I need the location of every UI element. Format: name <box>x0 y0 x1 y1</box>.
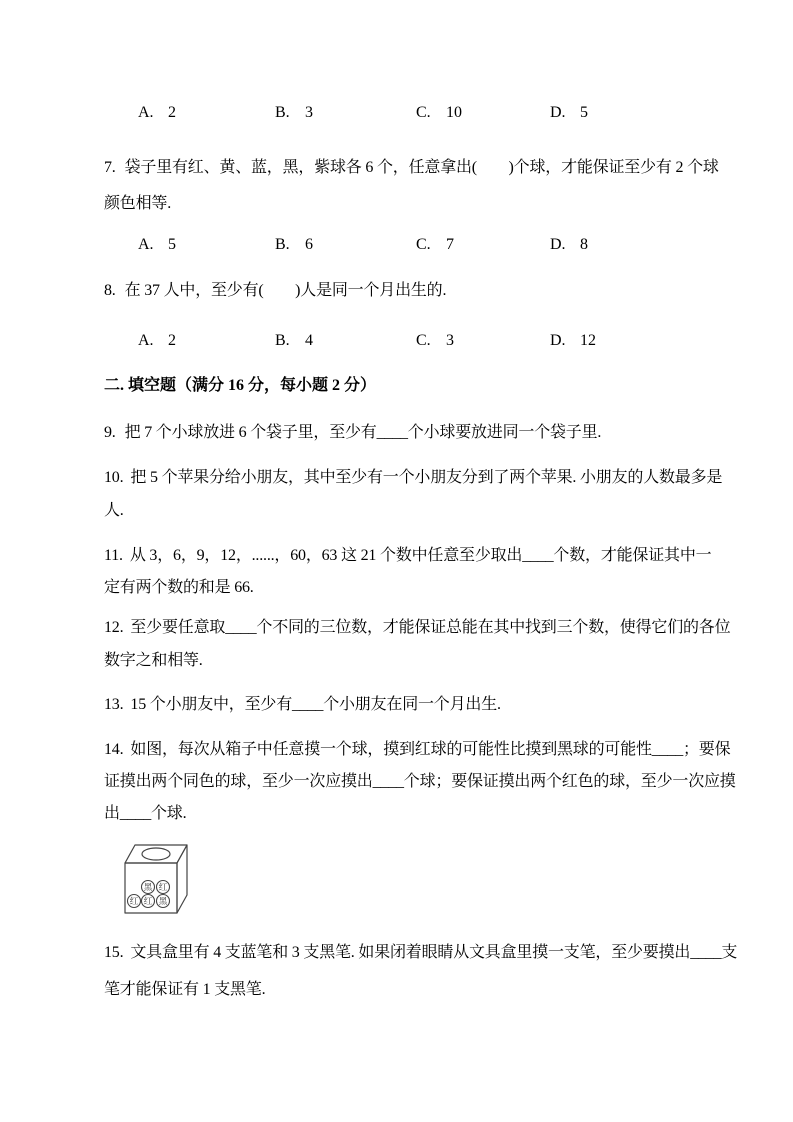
question-14-line-3: 出____个球. <box>104 805 187 822</box>
ball-label: 红 <box>129 896 139 906</box>
question-9-line-1: 9. 把 7 个小球放进 6 个袋子里，至少有____个小球要放进同一个袋子里. <box>104 424 602 441</box>
option-q6-a: A. 2 <box>138 104 176 121</box>
options-row-q7 <box>104 235 690 255</box>
options-row-q8 <box>104 331 690 351</box>
question-8-line-1: 8. 在 37 人中，至少有( )人是同一个月出生的. <box>104 282 447 299</box>
question-11-number: 11. <box>104 547 123 564</box>
option-q6-b: B. 3 <box>275 104 313 121</box>
ball-label: 红 <box>143 896 153 906</box>
question-7-line-2: 颜色相等. <box>104 195 172 212</box>
question-15-line-2: 笔才能保证有 1 支黑笔. <box>104 981 266 998</box>
option-q8-c: C. 3 <box>416 332 454 349</box>
question-12-line-1: 12. 至少要任意取____个不同的三位数，才能保证总能在其中找到三个数，使得它们的各位 <box>104 619 731 636</box>
question-15-number: 15. <box>104 944 124 961</box>
question-10-line-1: 10. 把 5 个苹果分给小朋友，其中至少有一个小朋友分到了两个苹果. 小朋友的人数最多是 <box>104 469 723 486</box>
question-14-line-1: 14. 如图，每次从箱子中任意摸一个球，摸到红球的可能性比摸到黑球的可能性____；要保 <box>104 741 731 758</box>
question-15-line-1: 15. 文具盒里有 4 支蓝笔和 3 支黑笔. 如果闭着眼睛从文具盒里摸一支笔，至少要摸出____支 <box>104 944 738 961</box>
box-hole <box>142 848 170 860</box>
question-13-line-1: 13. 15 个小朋友中，至少有____个小朋友在同一个月出生. <box>104 696 501 713</box>
section-2-header: 二. 填空题（满分 16 分，每小题 2 分） <box>104 377 377 394</box>
option-q8-a: A. 2 <box>138 332 176 349</box>
question-10-line-2: 人. <box>104 502 124 519</box>
option-q7-a: A. 5 <box>138 236 176 253</box>
option-q6-d: D. 5 <box>550 104 588 121</box>
question-7-number: 7. <box>104 159 116 176</box>
question-12-line-2: 数字之和相等. <box>104 652 203 669</box>
ball-label: 黑 <box>158 896 168 906</box>
ball-label: 红 <box>158 882 168 892</box>
question-11-line-2: 定有两个数的和是 66. <box>104 579 254 596</box>
question-14-number: 14. <box>104 741 124 758</box>
options-row-q6 <box>104 103 690 123</box>
option-q8-b: B. 4 <box>275 332 313 349</box>
question-7-line-1: 7. 袋子里有红、黄、蓝，黑，紫球各 6 个，任意拿出( )个球，才能保证至少有 2 个球 <box>104 159 719 176</box>
question-10-number: 10. <box>104 469 124 486</box>
question-13-number: 13. <box>104 696 124 713</box>
option-q8-d: D. 12 <box>550 332 596 349</box>
question-11-line-1: 11. 从 3，6，9，12，......，60，63 这 21 个数中任意至少取出____个数，才能保证其中一 <box>104 547 712 564</box>
question-14-line-2: 证摸出两个同色的球，至少一次应摸出____个球；要保证摸出两个红色的球，至少一次应摸 <box>104 773 736 790</box>
box-with-balls-figure <box>102 840 202 925</box>
ball-label: 黑 <box>143 882 153 892</box>
option-q7-b: B. 6 <box>275 236 313 253</box>
option-q7-d: D. 8 <box>550 236 588 253</box>
question-8-number: 8. <box>104 282 116 299</box>
balls <box>128 881 170 908</box>
option-q6-c: C. 10 <box>416 104 462 121</box>
option-q7-c: C. 7 <box>416 236 454 253</box>
question-9-number: 9. <box>104 424 116 441</box>
question-12-number: 12. <box>104 619 124 636</box>
